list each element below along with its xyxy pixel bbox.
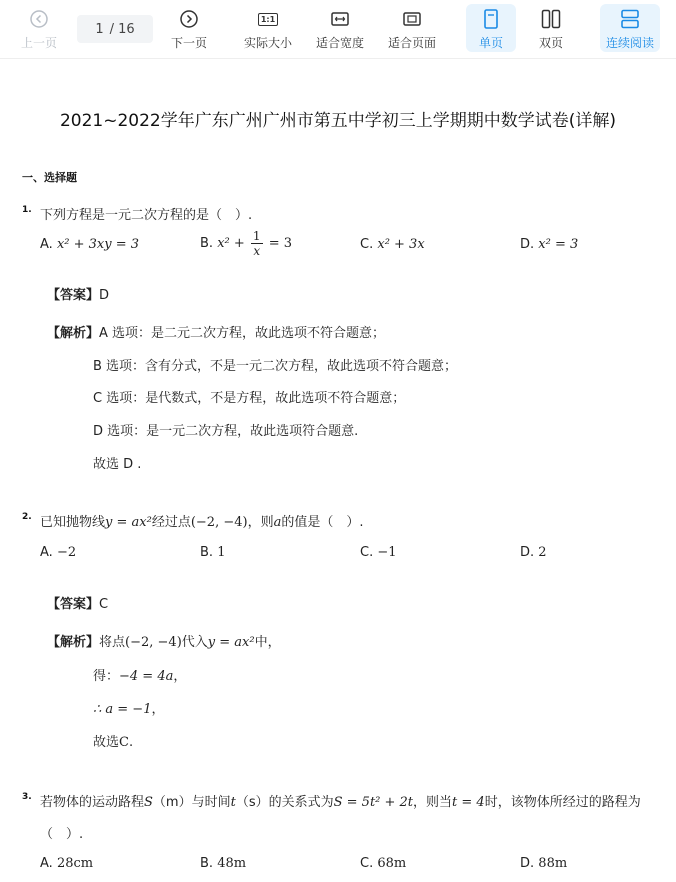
option-c: C. x² + 3x	[360, 237, 425, 252]
analysis-line: 【解析】将点(−2, −4)代入y = ax²中，	[47, 635, 281, 650]
document-title: 2021~2022学年广东广州广州市第五中学初三上学期期中数学试卷(详解)	[59, 111, 617, 131]
next-page-button[interactable]	[163, 4, 215, 52]
option-c: C. −1	[360, 545, 397, 560]
chevron-right-circle-icon	[179, 8, 199, 30]
analysis-line: B 选项：含有分式，不是一元二次方程，故此选项不符合题意；	[93, 359, 458, 374]
option-b: B. 1	[200, 545, 226, 560]
fit-width-button[interactable]	[310, 4, 370, 52]
option-d: D. 88m	[520, 856, 568, 871]
section-heading: 一、选择题	[22, 171, 77, 184]
question-stem: 已知抛物线y = ax²经过点(−2, −4)，则a的值是（ ）.	[40, 515, 364, 530]
fit-page-icon	[403, 8, 421, 30]
question-number: 3.	[22, 792, 32, 802]
double-page-label: 双页	[538, 36, 563, 50]
continuous-reading-icon	[620, 8, 640, 30]
document-page	[0, 58, 676, 882]
option-b: B. x² + $\frac{1}{x}$ = 3	[200, 229, 292, 258]
next-page-label: 下一页	[170, 36, 207, 50]
fit-page-button[interactable]	[382, 4, 442, 52]
option-d: D. x² = 3	[520, 237, 579, 252]
analysis-line: 故选 D .	[93, 457, 142, 472]
question-stem: 下列方程是一元二次方程的是（ ）.	[40, 208, 253, 223]
option-c: C. 68m	[360, 856, 407, 871]
analysis-line: ∴ a = −1，	[93, 702, 165, 717]
fit-width-icon	[331, 8, 349, 30]
prev-page-button[interactable]	[14, 4, 64, 52]
analysis-line: 得：−4 = 4a，	[93, 669, 187, 684]
option-a: A. x² + 3xy = 3	[40, 237, 140, 252]
current-page-number[interactable]: 1	[95, 21, 104, 37]
total-pages: / 16	[109, 21, 135, 37]
option-a: A. 28cm	[40, 856, 94, 871]
question-number: 2.	[22, 512, 32, 522]
prev-page-label: 上一页	[20, 36, 57, 50]
analysis-line: C 选项：是代数式，不是方程，故此选项不符合题意；	[93, 391, 406, 406]
option-b: B. 48m	[200, 856, 247, 871]
double-page-button[interactable]	[526, 4, 576, 52]
continuous-reading-label: 连续阅读	[605, 36, 654, 50]
fraction: $\frac{1}{x}$	[252, 229, 261, 258]
single-page-button[interactable]	[466, 4, 516, 52]
fit-page-label: 适合页面	[387, 36, 436, 50]
chevron-left-circle-icon	[29, 8, 49, 30]
page-indicator[interactable]	[77, 15, 153, 43]
fit-width-label: 适合宽度	[315, 36, 364, 50]
analysis-line: 【解析】A 选项：是二元二次方程，故此选项不符合题意；	[47, 326, 386, 341]
single-page-label: 单页	[478, 36, 503, 50]
analysis-line: D 选项：是一元二次方程，故此选项符合题意.	[93, 424, 359, 439]
answer-line: 【答案】C	[47, 597, 109, 612]
question-stem-continued: （ ）.	[40, 827, 84, 842]
actual-size-button[interactable]	[238, 4, 298, 52]
question-number: 1.	[22, 205, 32, 215]
double-page-icon	[541, 8, 561, 30]
actual-size-label: 实际大小	[243, 36, 292, 50]
option-d: D. 2	[520, 545, 547, 560]
analysis-line: 故选C.	[93, 735, 134, 750]
answer-line: 【答案】D	[47, 288, 110, 303]
actual-size-icon: 1:1	[258, 8, 278, 30]
viewer-toolbar	[0, 0, 676, 59]
question-stem: 若物体的运动路程S（m）与时间t（s）的关系式为S = 5t² + 2t，则当t = 4时，该物体所经过的路程为	[40, 795, 641, 810]
continuous-reading-button[interactable]	[600, 4, 660, 52]
option-a: A. −2	[40, 545, 77, 560]
single-page-icon	[483, 8, 499, 30]
